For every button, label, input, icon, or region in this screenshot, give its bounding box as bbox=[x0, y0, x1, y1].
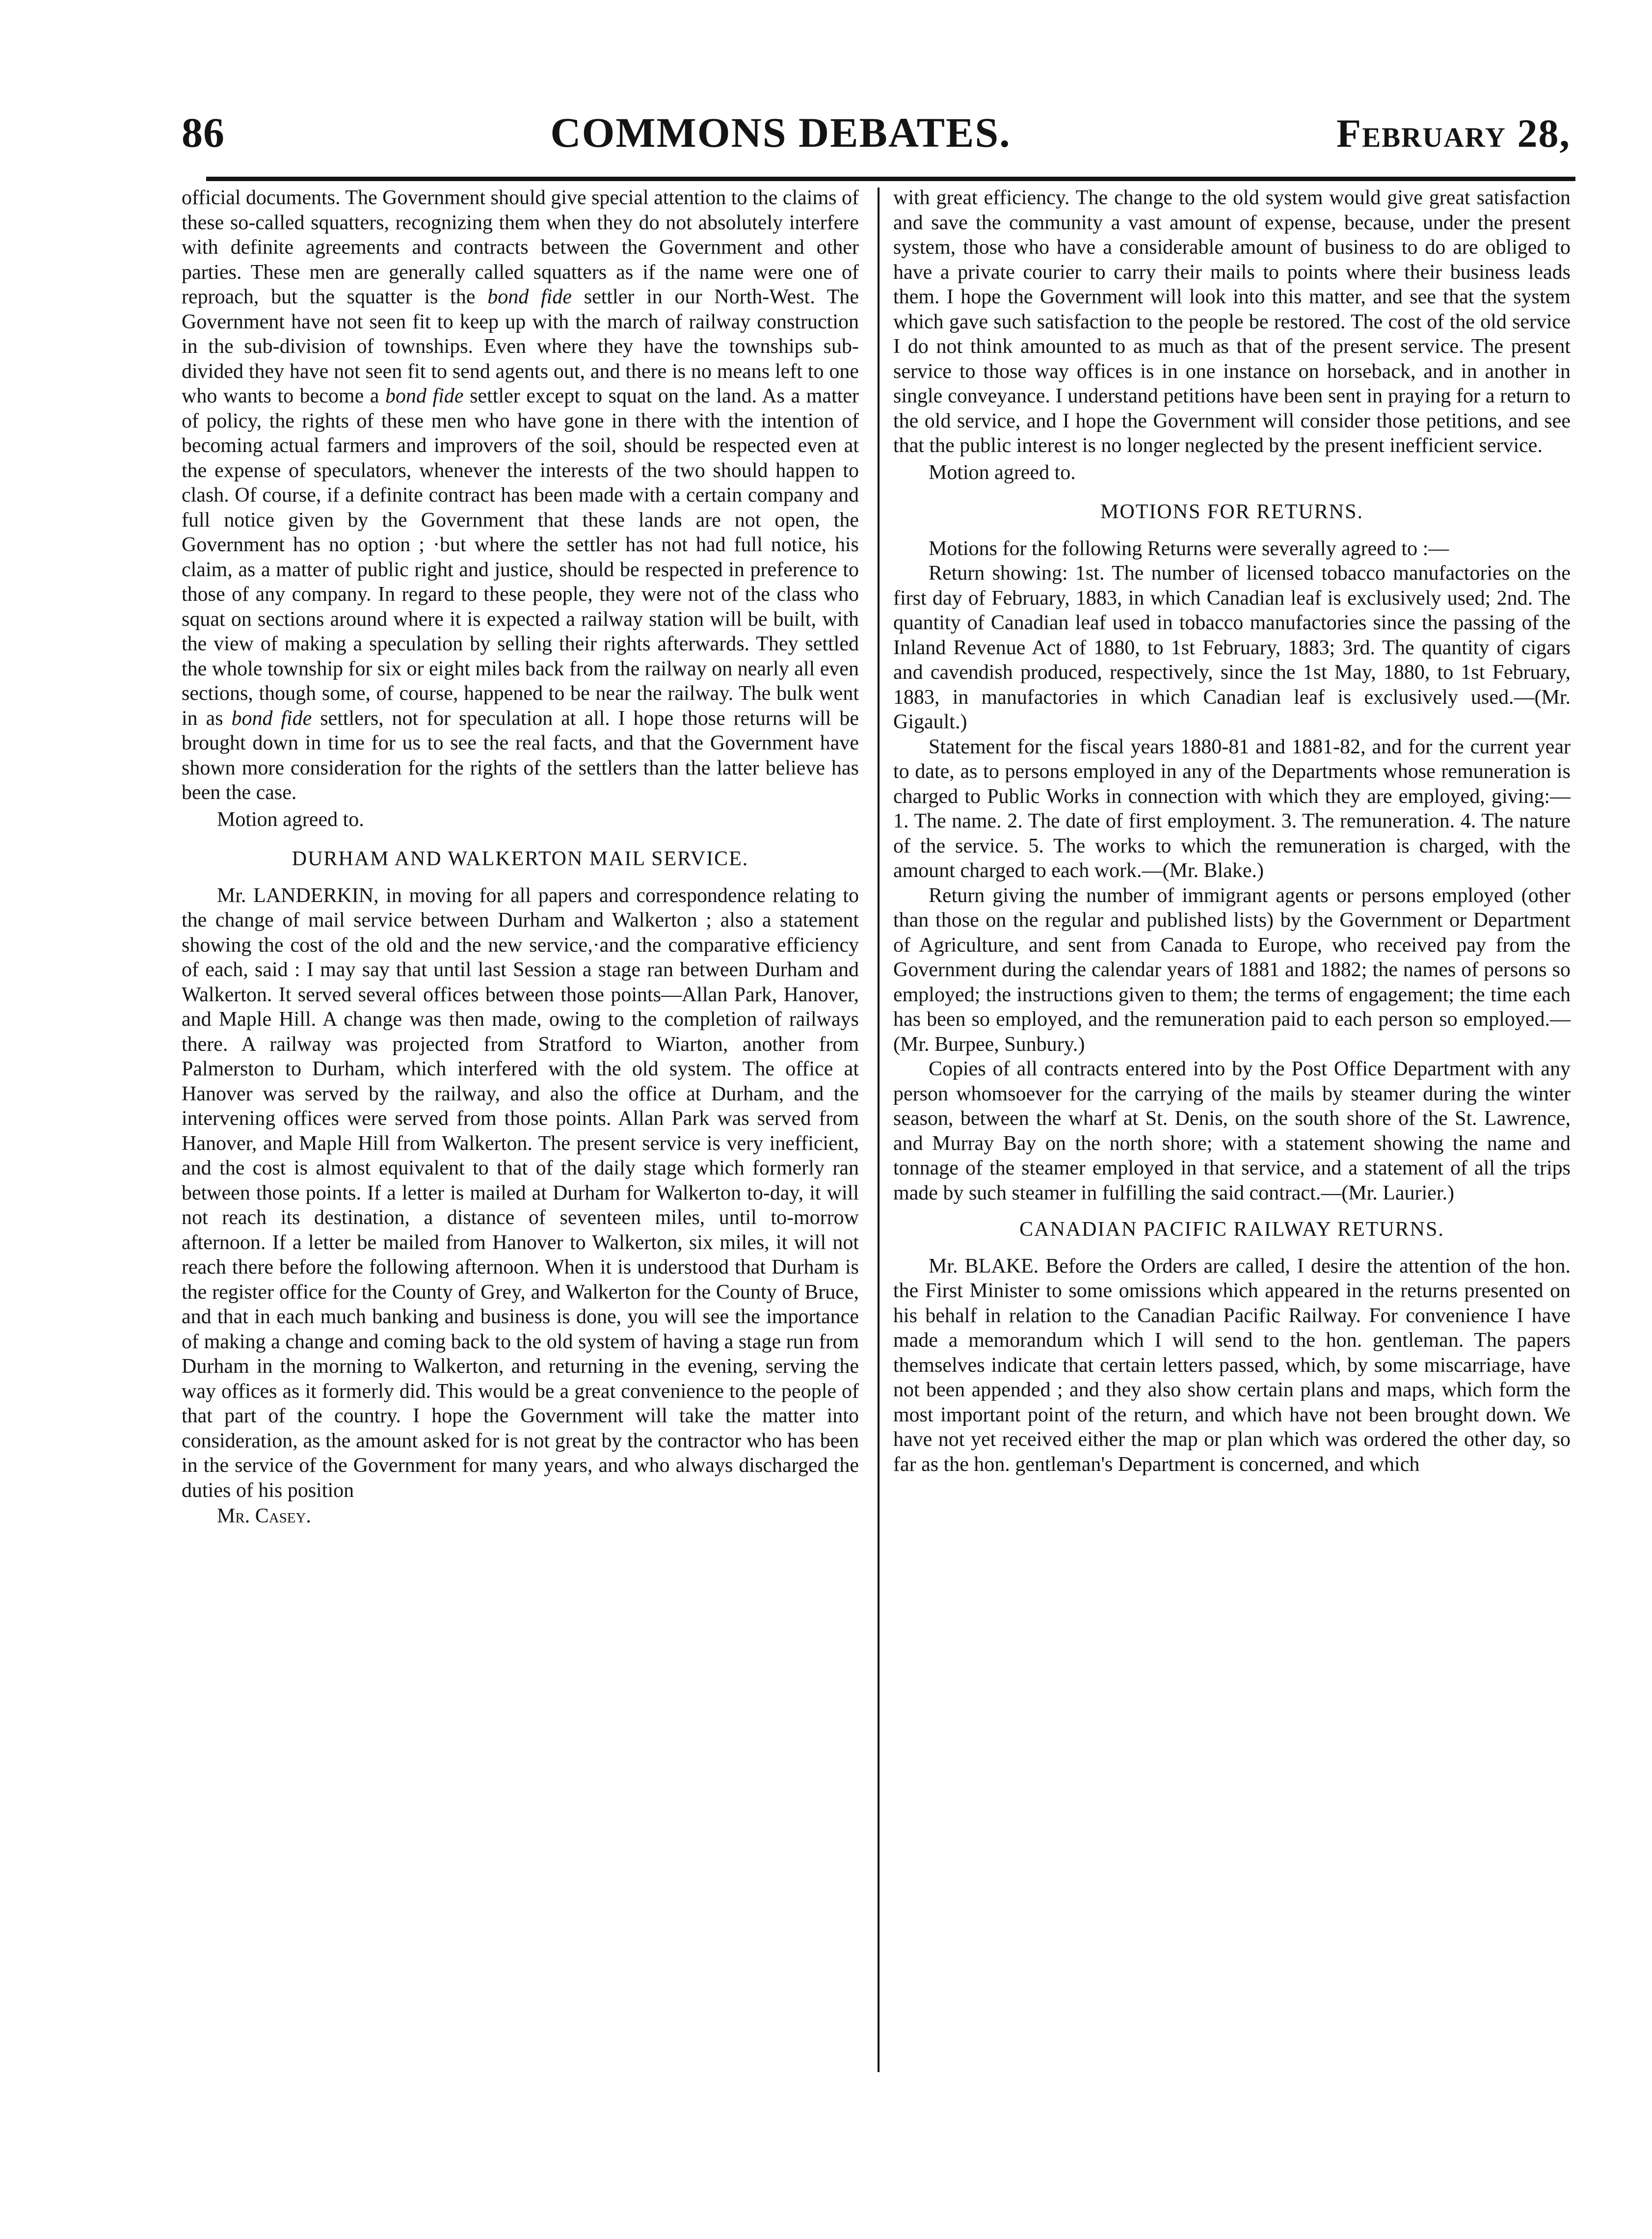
right-column bbox=[893, 186, 1571, 1529]
motion-agreed-right: Motion agreed to. bbox=[929, 461, 1076, 484]
right-paragraph-1: with great efficiency. The change to the old system would give great satisfaction and save the community a vast amount of expense, because, under the present system, those who have a considerable amount of business to do are obliged to have a private courier to carry their mails to points where their business leads them. I hope the Government will look into this matter, and see that the system which gave such satisfaction to the people be restored. The cost of the old service I do not think amounted to as much as that of the present service. The present service to those way offices is in one instance on horseback, and in another in single conveyance. I understand petitions have been sent in praying for a return to the old service, and I hope the Government will consider those petitions, and see that the public interest is no longer neglected by the present inefficient service. bbox=[893, 187, 1571, 457]
return-item-mail-steamer: Copies of all contracts entered into by the Post Office Department with any person whomsoever for the carrying of the mails by steamer during the winter season, between the wharf at St. Denis, on the south shore of the St. Lawrence, and Murray Bay on the north shore; with a statement showing the name and tonnage of the steamer employed in that service, and a statement of all the trips made by such steamer in fulfilling the said contract.—(Mr. Laurier.) bbox=[893, 1058, 1571, 1204]
header-date: February 28, bbox=[1336, 111, 1571, 156]
return-item-public-works: Statement for the fiscal years 1880-81 and 1881-82, and for the current year to date, as to persons employed in any of the Departments whose remuneration is charged to Public Works in connection with which they are employed, giving:—1. The name. 2. The date of first employment. 3. The remuneration. 4. The nature of the service. 5. The works to which the remuneration is charged, with the amount charged to each work.—(Mr. Blake.) bbox=[893, 735, 1571, 882]
left-column bbox=[182, 186, 859, 1529]
publication-title: COMMONS DEBATES. bbox=[550, 109, 1011, 156]
return-item-tobacco: Return showing: 1st. The number of licensed tobacco manufactories on the first day of February, 1883, in which Canadian leaf is exclusively used; 2nd. The quantity of Canadian leaf used in tobacco manufactories since the passing of the Inland Revenue Act of 1880, to 1st February, 1883; 3rd. The quantity of cigars and cavendish produced, respectively, since the 1st May, 1880, to 1st February, 1883, in manufactories in which Canadian leaf is exclusively used.—(Mr. Gigault.) bbox=[893, 562, 1571, 733]
right-paragraph-blake: Mr. BLAKE. Before the Orders are called, I desire the attention of the hon. the First Minister to some omissions which appeared in the returns presented on his behalf in relation to the Canadian Pacific Railway. For convenience I have made a memorandum which I will send to the hon. gentleman. The papers themselves indicate that certain letters passed, which, by some miscarriage, have not been appended ; and they also show certain plans and maps, which form the most important point of the return, and which have not been brought down. We have not yet received either the map or plan which was ordered the other day, so far as the hon. gentleman's Department is concerned, and which bbox=[893, 1254, 1571, 1476]
section-heading-cpr-returns: CANADIAN PACIFIC RAILWAY RETURNS. bbox=[1019, 1218, 1444, 1241]
running-footer-name: Mr. Casey. bbox=[217, 1505, 311, 1527]
left-paragraph-1: official documents. The Government should give special attention to the claims of these so-called squatters, recognizing them when they do not absolutely interfere with definite agreements and contracts between the Government and other parties. These men are generally called squatters as if the name were one of reproach, but the squatter is the bond fide settler in our North-West. The Government have not seen fit to keep up with the march of railway construction in the sub-division of townships. Even where they have the townships sub-divided they have not seen fit to send agents out, and there is no means left to one who wants to become a bond fide settler except to squat on the land. As a matter of policy, the rights of these men who have gone in there with the intention of becoming actual farmers and improvers of the soil, should be respected even at the expense of speculators, whenever the interests of the two should happen to clash. Of course, if a definite contract has been made with a certain company and full notice given by the Government that these lands are not open, the Government has no option ; ·but where the settler has not had full notice, his claim, as a matter of public right and justice, should be respected in preference to those of any company. In regard to these people, they were not of the class who squat on sections around where it is expected a railway station will be built, with the view of making a speculation by selling their rights afterwards. They settled the whole township for six or eight miles back from the railway on nearly all even sections, though some, of course, happened to be near the railway. The bulk went in as bond fide settlers, not for speculation at all. I hope those returns will be brought down in time for us to see the real facts, and that the Government have shown more consideration for the rights of the settlers than the latter believe has been the case. bbox=[182, 187, 859, 804]
page-header bbox=[182, 108, 1571, 172]
section-heading-durham-walkerton: DURHAM AND WALKERTON MAIL SERVICE. bbox=[292, 848, 749, 870]
columns bbox=[182, 186, 1571, 1529]
return-item-immigrant-agents: Return giving the number of immigrant agents or persons employed (other than those on the regular and published lists) by the Government or Department of Agriculture, and sent from Canada to Europe, who received pay from the Government during the calendar years of 1881 and 1882; the names of persons so employed; the instructions given to them; the terms of engagement; the time each has been so employed, and the remuneration paid to each person so employed.—(Mr. Burpee, Sunbury.) bbox=[893, 884, 1571, 1056]
page bbox=[182, 108, 1571, 1527]
section-heading-motions-for-returns: MOTIONS FOR RETURNS. bbox=[1100, 501, 1363, 523]
left-paragraph-2: Mr. LANDERKIN, in moving for all papers and correspondence relating to the change of mail service between Durham and Walkerton ; also a statement showing the cost of the old and the new service,·and the comparative efficiency of each, said : I may say that until last Session a stage ran between Durham and Walkerton. It served several offices between those points—Allan Park, Hanover, and Maple Hill. A change was then made, owing to the completion of railways there. A railway was projected from Stratford to Wiarton, another from Palmerston to Durham, which interfered with the old system. The office at Hanover was served by the railway, and also the office at Durham, and the intervening offices were served from those points. Allan Park was served from Hanover, and Maple Hill from Walkerton. The present service is very inefficient, and the cost is almost equivalent to that of the daily stage which formerly ran between those points. If a letter is mailed at Durham for Walkerton to-day, it will not reach its destination, a distance of seventeen miles, until to-morrow afternoon. If a letter be mailed from Hanover to Walkerton, six miles, it will not reach there before the following afternoon. When it is understood that Durham is the register office for the County of Grey, and Walkerton for the County of Bruce, and that in each much banking and business is done, you will see the importance of making a change and coming back to the old system of having a stage run from Durham in the morning to Walkerton, and returning in the evening, serving the way offices as it formerly did. This would be a great convenience to the people of that part of the country. I hope the Government will take the matter into consideration, as the amount asked for is not great by the contractor who has been in the service of the Government for many years, and who always discharged the duties of his position bbox=[182, 884, 859, 1502]
returns-intro: Motions for the following Returns were severally agreed to :— bbox=[929, 537, 1449, 560]
header-rule bbox=[206, 177, 1575, 181]
motion-agreed-left: Motion agreed to. bbox=[217, 808, 364, 831]
page-number: 86 bbox=[182, 109, 225, 156]
